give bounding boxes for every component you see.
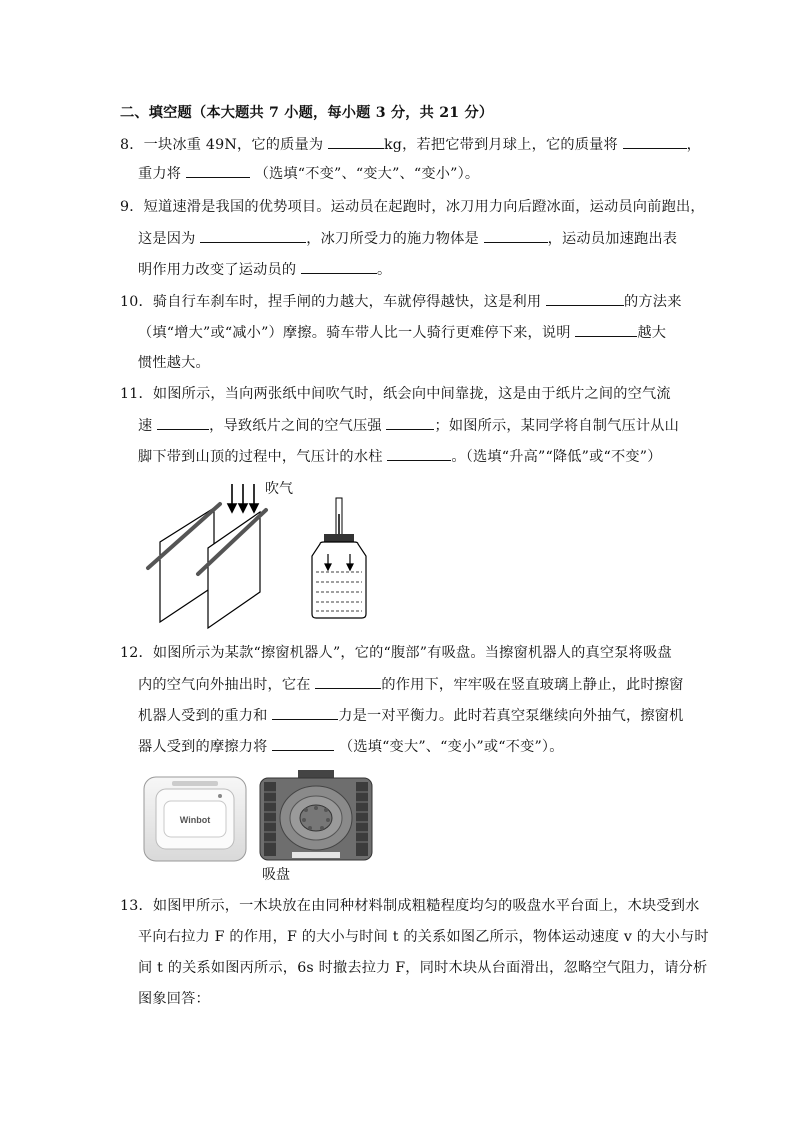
q9-text-2: ，冰刀所受力的施力物体是 <box>306 231 479 247</box>
q11-blank-pressure[interactable] <box>386 415 434 430</box>
q12-text-6: （选填“变大”、“变小”或“不变”）。 <box>338 739 564 755</box>
question-12-line-4 <box>138 736 564 757</box>
q11-blank-speed[interactable] <box>157 415 209 430</box>
q9-text-1: 这是因为 <box>138 231 196 247</box>
q8-blank-mass-change[interactable] <box>623 134 687 149</box>
question-11-line-1: 11．如图所示，当向两张纸中间吹气时，纸会向中间靠拢，这是由于纸片之间的空气流 <box>120 386 671 402</box>
q9-text-3: ，运动员加速跑出表 <box>547 231 678 247</box>
question-13-line-4: 图象回答： <box>138 991 210 1007</box>
q12-blank-balanced-force[interactable] <box>272 705 338 720</box>
q10-text-1: 10．骑自行车刹车时，捏手闸的力越大，车就停得越快，这是利用 <box>120 294 542 310</box>
question-9-line-3 <box>138 259 391 280</box>
question-12-line-1: 12．如图所示为某款“擦窗机器人”，它的“腹部”有吸盘。当擦窗机器人的真空泵将吸盘 <box>120 645 672 661</box>
barometer-figure <box>310 496 374 620</box>
q10-blank-quantity[interactable] <box>575 322 637 337</box>
question-10-line-1 <box>120 291 682 312</box>
question-12-line-2 <box>138 674 684 695</box>
paper-blowing-figure <box>140 476 300 636</box>
window-robot-front-illustration <box>142 775 248 863</box>
paper-sheets-illustration <box>140 476 300 636</box>
q12-text-2: 的作用下，牢牢吸在竖直玻璃上静止，此时擦窗 <box>381 677 684 693</box>
q10-text-3: （填“增大”或“减小”）摩擦。骑车带人比一人骑行更难停下来，说明 <box>138 325 571 341</box>
q11-text-5: 。（选填“升高”“降低”或“不变”） <box>451 449 662 465</box>
q11-text-2: ，导致纸片之间的空气压强 <box>209 418 382 434</box>
section-heading: 二、填空题（本大题共 7 小题，每小题 3 分，共 21 分） <box>120 105 494 121</box>
q8-text-4: 重力将 <box>138 166 182 182</box>
question-8-line-2 <box>138 163 479 184</box>
question-10-line-2 <box>138 322 666 343</box>
q8-text-1: 8．一块冰重 49N，它的质量为 <box>120 137 324 153</box>
q9-text-4: 明作用力改变了运动员的 <box>138 262 297 278</box>
window-robot-bottom-illustration <box>258 770 374 862</box>
question-9-line-2 <box>138 228 677 249</box>
q9-blank-reason[interactable] <box>200 228 306 243</box>
barometer-illustration <box>310 496 374 620</box>
question-13-line-2: 平向右拉力 F 的作用，F 的大小与时间 t 的关系如图乙所示，物体运动速度 v 的大小与时 <box>138 929 709 945</box>
question-13-line-1: 13．如图甲所示，一木块放在由同种材料制成粗糙程度均匀的吸盘水平台面上，木块受到水 <box>120 898 700 914</box>
q11-blank-water-column[interactable] <box>387 446 451 461</box>
q11-text-4: 脚下带到山顶的过程中，气压计的水柱 <box>138 449 383 465</box>
question-9-line-1: 9．短道速滑是我国的优势项目。运动员在起跑时，冰刀用力向后蹬冰面，运动员向前跑出， <box>120 199 705 215</box>
q8-text-2: kg，若把它带到月球上，它的质量将 <box>384 137 618 153</box>
q8-text-3: ， <box>686 137 702 153</box>
suction-cup-label: 吸盘 <box>262 867 290 883</box>
q8-blank-mass[interactable] <box>328 134 384 149</box>
q12-text-1: 内的空气向外抽出时，它在 <box>138 677 311 693</box>
question-12-line-3 <box>138 705 684 726</box>
q10-text-4: 越大 <box>637 325 667 341</box>
question-11-line-3 <box>138 446 662 467</box>
blowing-label: 吹气 <box>265 481 293 497</box>
q9-blank-motion-state[interactable] <box>301 259 377 274</box>
q11-text-3: ；如图所示，某同学将自制气压计从山 <box>434 418 680 434</box>
q8-text-5: （选填“不变”、“变大”、“变小”）。 <box>254 166 480 182</box>
q10-blank-method[interactable] <box>546 291 624 306</box>
window-robot-bottom-photo <box>258 770 374 862</box>
question-13-line-3: 间 t 的关系如图丙所示，6s 时撤去拉力 F，同时木块从台面滑出，忽略空气阻力，请分析 <box>138 960 708 976</box>
q9-blank-force-source[interactable] <box>484 228 548 243</box>
robot-brand-text: Winbot <box>179 815 211 825</box>
question-8-line-1 <box>120 134 701 155</box>
q9-text-5: 。 <box>376 262 392 278</box>
q11-text-1: 速 <box>138 418 153 434</box>
q12-blank-friction-change[interactable] <box>272 736 334 751</box>
question-11-line-2 <box>138 415 679 436</box>
q12-text-5: 器人受到的摩擦力将 <box>138 739 268 755</box>
q8-blank-weight-change[interactable] <box>186 163 250 178</box>
question-10-line-3: 惯性越大。 <box>138 355 210 371</box>
window-robot-front-photo <box>142 775 248 863</box>
q10-text-2: 的方法来 <box>624 294 682 310</box>
q12-text-3: 机器人受到的重力和 <box>138 708 268 724</box>
q12-blank-pressure-source[interactable] <box>315 674 381 689</box>
q12-text-4: 力是一对平衡力。此时若真空泵继续向外抽气，擦窗机 <box>338 708 684 724</box>
